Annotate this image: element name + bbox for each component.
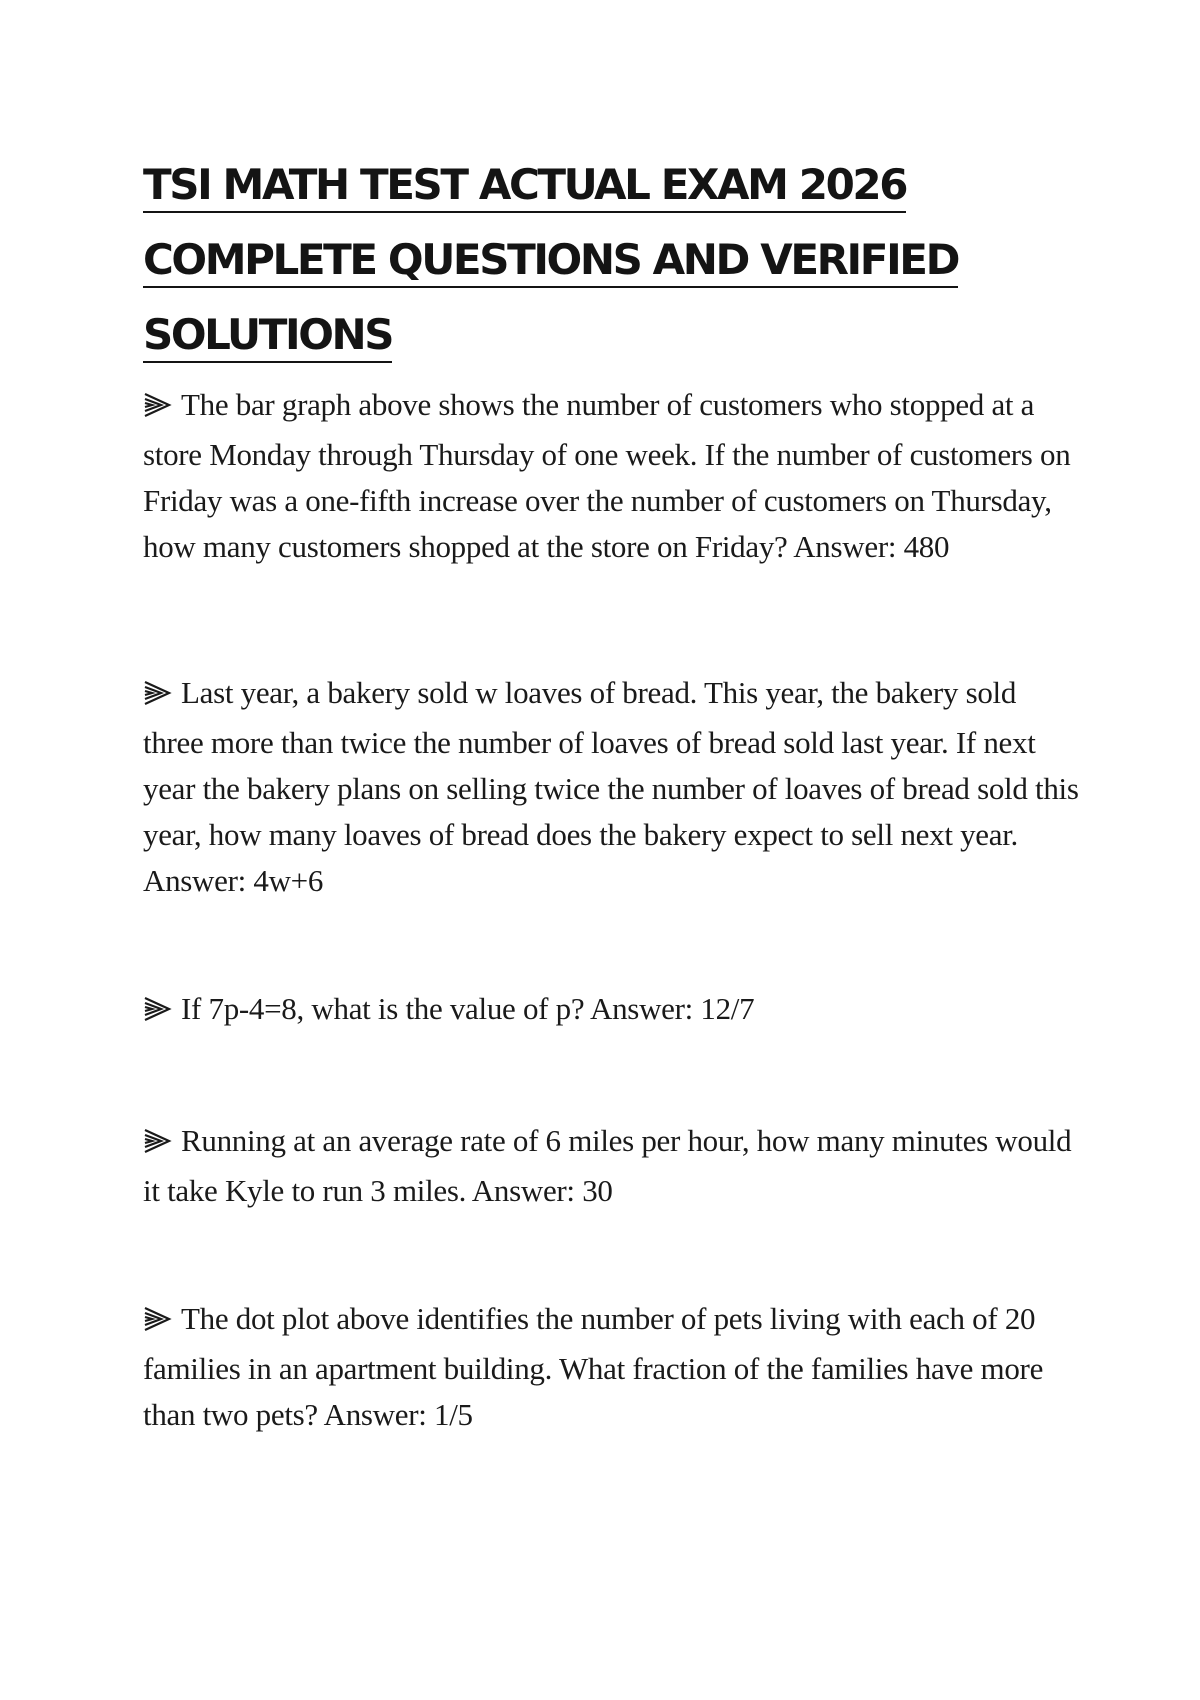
question-text: The bar graph above shows the number of customers who stopped at a store Monday through Thursday of one week. If the number of customers on Friday was a one-fifth increase over the number of customers on Thursday, how many customers shopped at the store on Friday? Answer: 480 [143, 387, 1071, 564]
triple-chevron-right-icon [143, 386, 173, 432]
question-text: If 7p-4=8, what is the value of p? Answer: 12/7 [181, 991, 755, 1026]
title-line-1: TSI MATH TEST ACTUAL EXAM 2026 [143, 159, 906, 213]
question-text: Last year, a bakery sold w loaves of bread. This year, the bakery sold three more than twice the number of loaves of bread sold last year. If next year the bakery plans on selling twice the number of loaves of bread sold this year, how many loaves of bread does the bakery expect to sell next year. Answer: 4w+6 [143, 675, 1079, 898]
triple-chevron-right-icon [143, 674, 173, 720]
triple-chevron-right-icon [143, 990, 173, 1036]
triple-chevron-right-icon [143, 1122, 173, 1168]
question-text: Running at an average rate of 6 miles per hour, how many minutes would it take Kyle to run 3 miles. Answer: 30 [143, 1123, 1072, 1208]
question-item [143, 1118, 1083, 1214]
document-title [143, 152, 1083, 368]
title-line-3: SOLUTIONS [143, 309, 392, 363]
question-item [143, 382, 1083, 570]
question-list [143, 382, 1083, 1438]
question-item [143, 1296, 1083, 1438]
question-text: The dot plot above identifies the number of pets living with each of 20 families in an apartment building. What fraction of the families have more than two pets? Answer: 1/5 [143, 1301, 1044, 1432]
question-item [143, 670, 1083, 904]
document-page [143, 152, 1083, 1438]
triple-chevron-right-icon [143, 1300, 173, 1346]
question-item [143, 986, 1083, 1036]
title-line-2: COMPLETE QUESTIONS AND VERIFIED [143, 234, 958, 288]
